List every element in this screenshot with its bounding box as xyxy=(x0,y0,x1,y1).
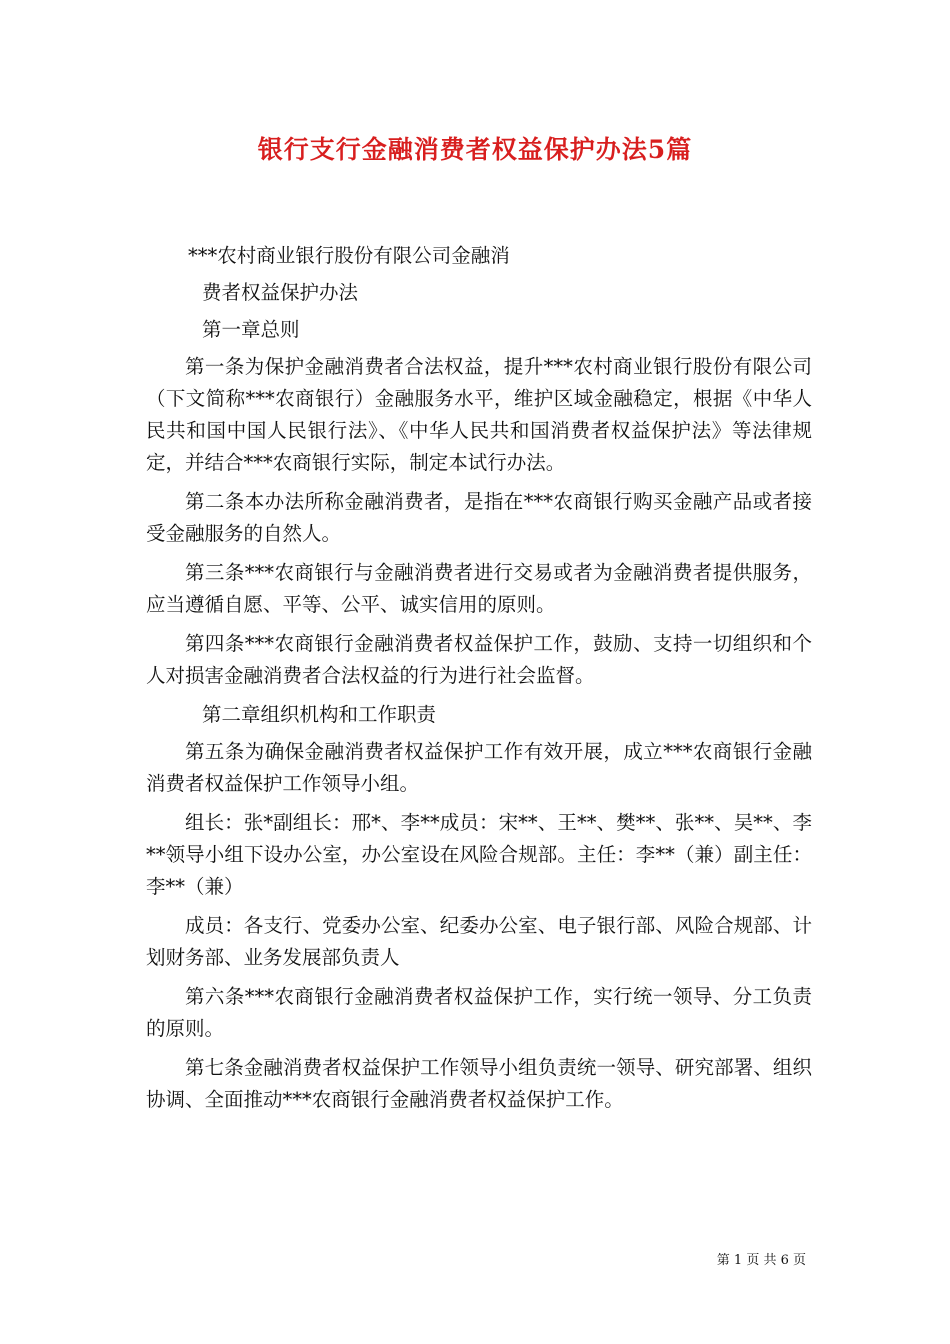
paragraph-heading-line-1: ***农村商业银行股份有限公司金融消 xyxy=(188,244,510,267)
document-body xyxy=(146,240,812,1123)
article-2: 第二条本办法所称金融消费者，是指在***农商银行购买金融产品或者接受金融服务的自然人。 xyxy=(146,490,812,545)
article-6: 第六条***农商银行金融消费者权益保护工作，实行统一领导、分工负责的原则。 xyxy=(146,985,812,1040)
chapter-heading-2: 第二章组织机构和工作职责 xyxy=(202,703,437,726)
article-7: 第七条金融消费者权益保护工作领导小组负责统一领导、研究部署、组织协调、全面推动***农商银行金融消费者权益保护工作。 xyxy=(146,1056,812,1111)
paragraph-heading-line-2: 费者权益保护办法 xyxy=(202,281,359,304)
chapter-heading-1: 第一章总则 xyxy=(202,318,300,341)
article-4: 第四条***农商银行金融消费者权益保护工作，鼓励、支持一切组织和个人对损害金融消费者合法权益的行为进行社会监督。 xyxy=(146,632,812,687)
article-1: 第一条为保护金融消费者合法权益，提升***农村商业银行股份有限公司（下文简称***农商银行）金融服务水平，维护区域金融稳定，根据《中华人民共和国中国人民银行法》、《中华人民共和国消费者权益保护法》等法律规定，并结合***农商银行实际，制定本试行办法。 xyxy=(146,355,812,474)
article-5: 第五条为确保金融消费者权益保护工作有效开展，成立***农商银行金融消费者权益保护工作领导小组。 xyxy=(146,740,812,795)
document-title: 银行支行金融消费者权益保护办法5篇 xyxy=(257,135,693,164)
group-members: 组长：张*副组长：邢*、李**成员：宋**、王**、樊**、张**、吴**、李**领导小组下设办公室，办公室设在风险合规部。主任：李**（兼）副主任：李**（兼） xyxy=(146,811,812,898)
office-members: 成员：各支行、党委办公室、纪委办公室、电子银行部、风险合规部、计划财务部、业务发展部负责人 xyxy=(146,914,812,969)
page-number: 第 1 页 共 6 页 xyxy=(716,1253,806,1268)
article-3: 第三条***农商银行与金融消费者进行交易或者为金融消费者提供服务，应当遵循自愿、平等、公平、诚实信用的原则。 xyxy=(146,561,812,616)
